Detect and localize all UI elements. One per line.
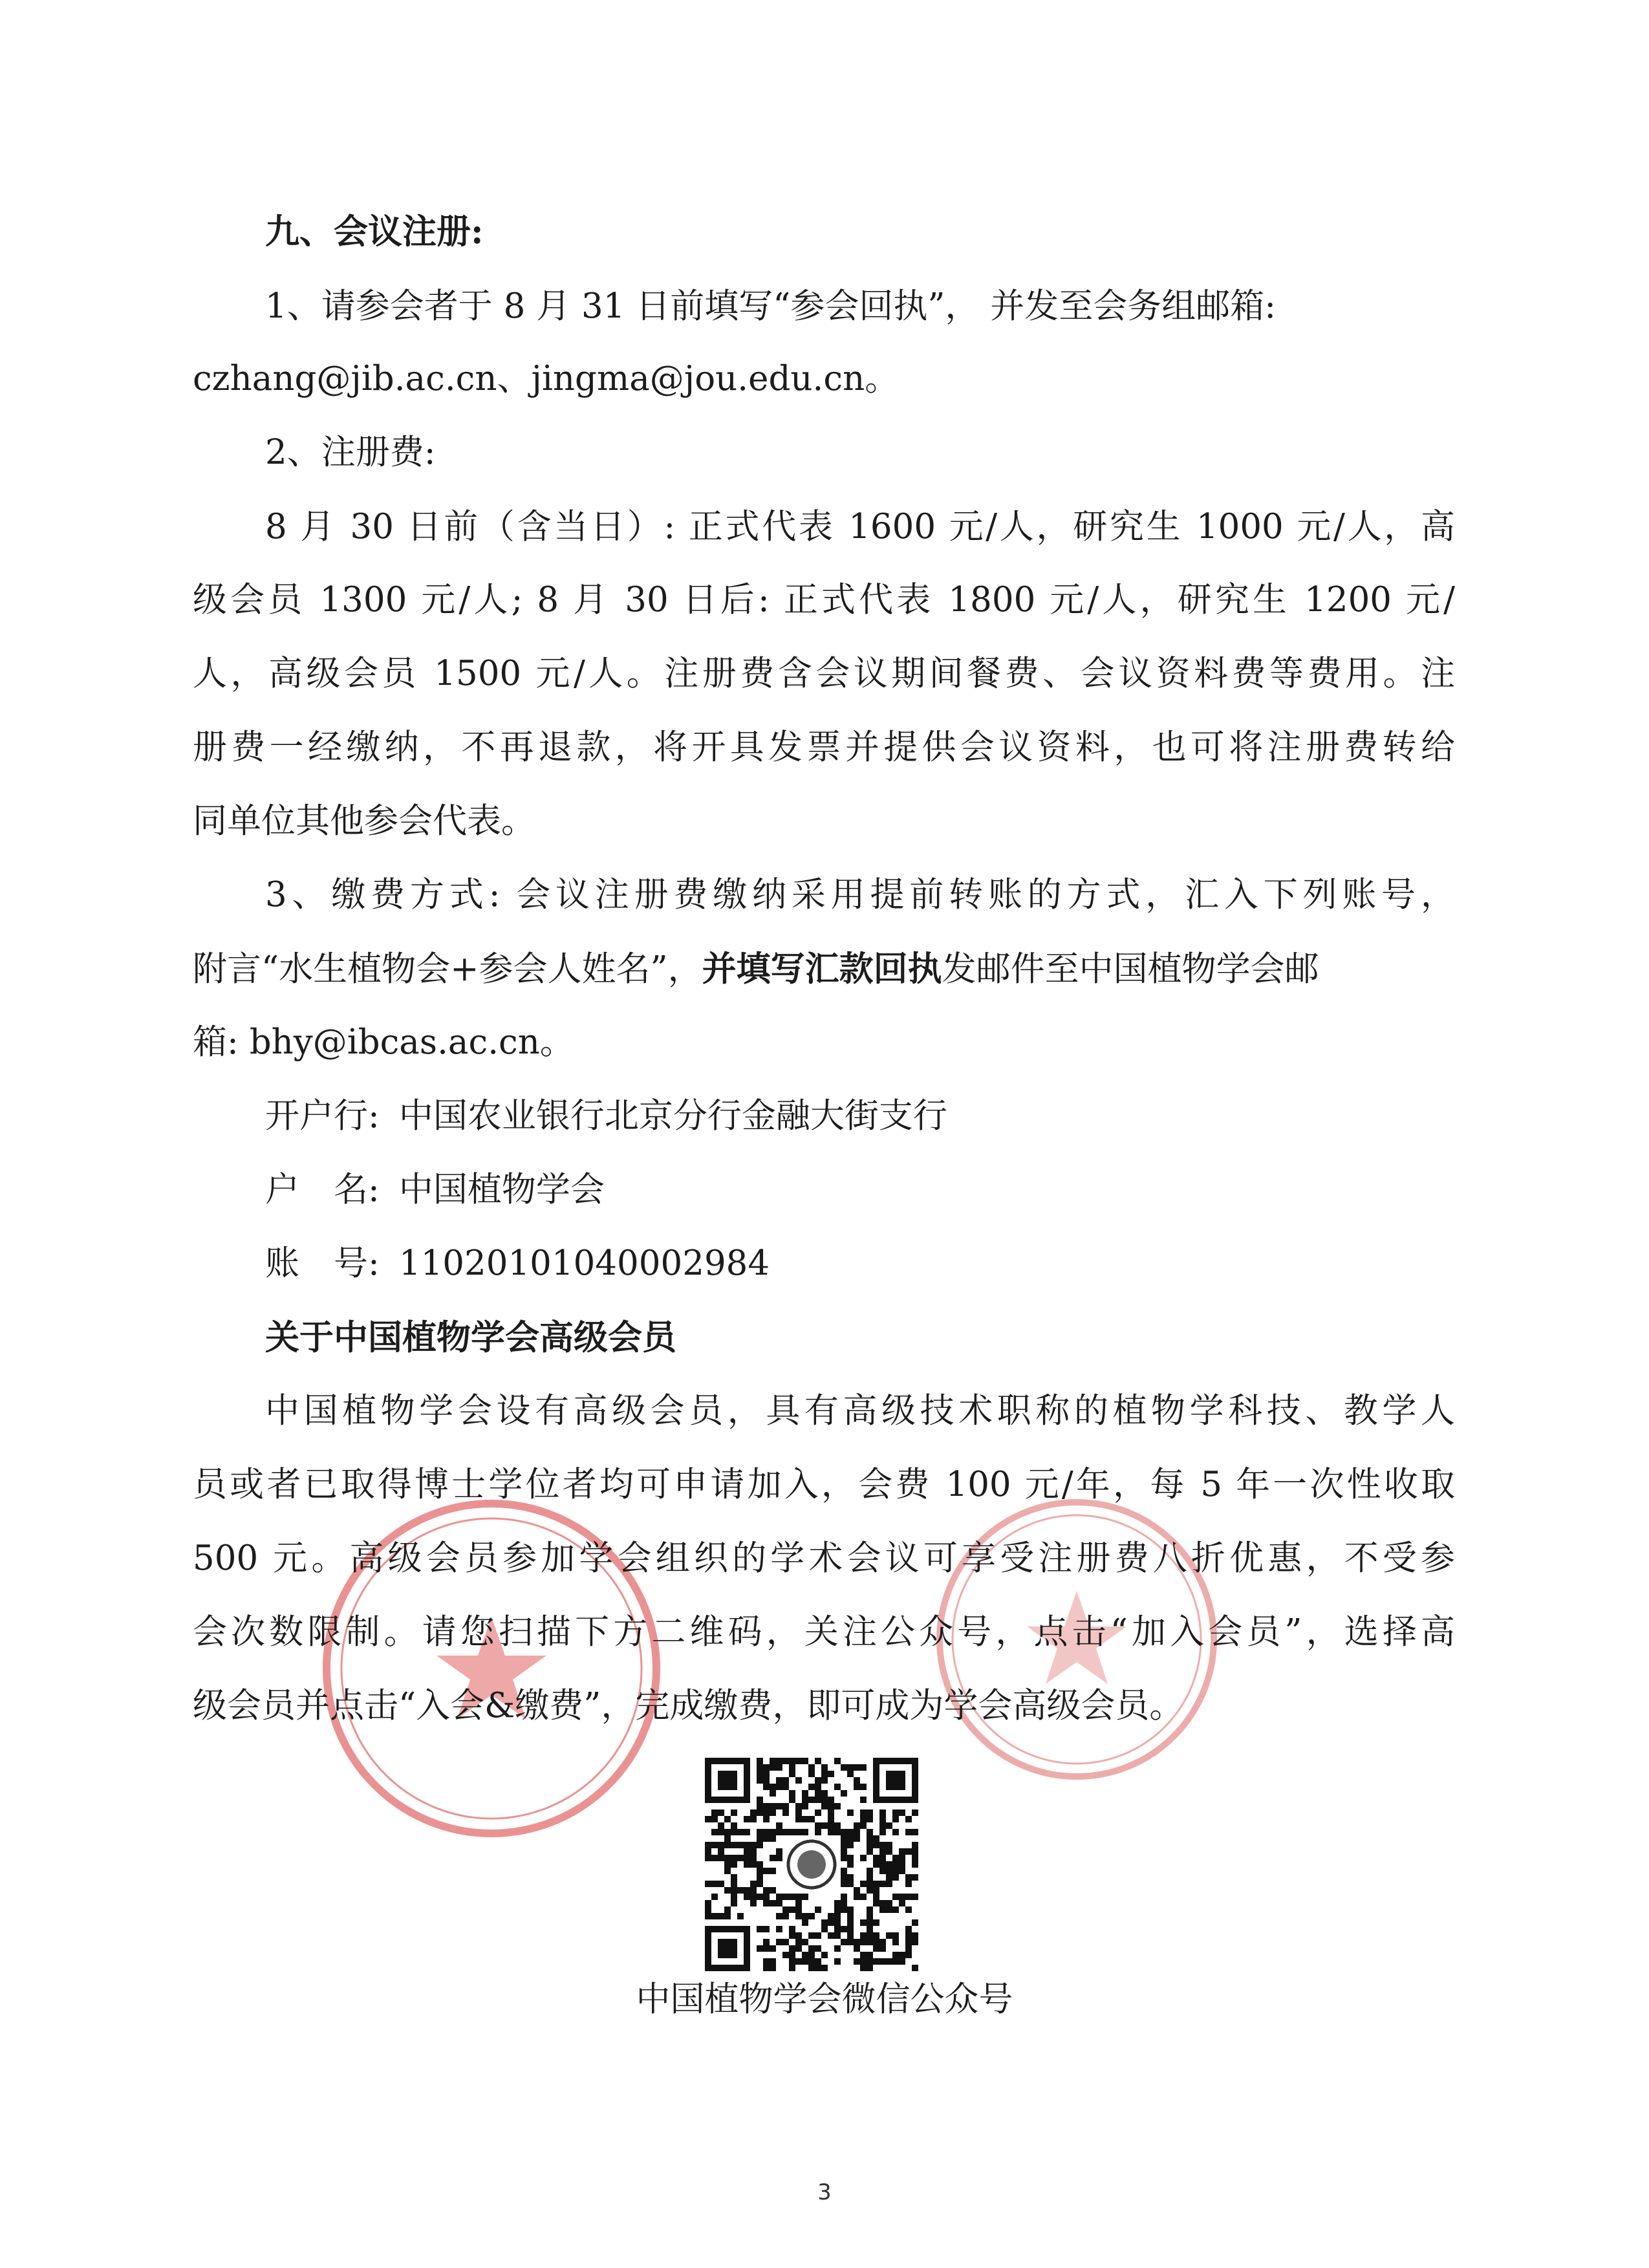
membership-line: 级会员并点击“入会&缴费”，完成缴费，即可成为学会高级会员。 <box>193 1686 1184 1725</box>
bank-row <box>265 1096 1455 1137</box>
item3-line3: 箱: bhy@ibcas.ac.cn。 <box>193 1022 574 1062</box>
item2-line: 同单位其他参会代表。 <box>193 801 535 841</box>
bank-value: 中国农业银行北京分行金融大街支行 <box>398 1096 947 1136</box>
item2-title: 2、注册费: <box>265 433 436 472</box>
item1-line1: 1、请参会者于 8 月 31 日前填写“参会回执”， 并发至会务组邮箱: <box>265 286 1277 326</box>
section-title: 九、会议注册: <box>265 211 484 252</box>
item2-line: 册费一经缴纳，不再退款，将开具发票并提供会议资料，也可将注册费转给 <box>193 728 1455 767</box>
item2-line: 人，高级会员 1500 元/人。注册费含会议期间餐费、会议资料费等费用。注 <box>193 654 1455 693</box>
qr-caption: 中国植物学会微信公众号 <box>636 1980 1013 2019</box>
account-number-value: 11020101040002984 <box>398 1244 770 1283</box>
item3-line2 <box>193 948 1455 990</box>
membership-line: 500 元。高级会员参加学会组织的学术会议可享受注册费八折优惠，不受参 <box>193 1539 1455 1578</box>
account-number-row <box>265 1243 1455 1284</box>
item2-line: 级会员 1300 元/人; 8 月 30 日后: 正式代表 1800 元/人，研究生 1200 元/ <box>193 580 1455 620</box>
bank-label: 开户行: <box>265 1096 380 1136</box>
account-name-value: 中国植物学会 <box>398 1170 605 1209</box>
item3-bold-instruction: 并填写汇款回执 <box>702 949 942 989</box>
account-number-label: 账 号: <box>265 1244 380 1283</box>
page-number: 3 <box>817 2179 832 2205</box>
membership-line: 中国植物学会设有高级会员，具有高级技术职称的植物学科技、教学人 <box>265 1391 1455 1431</box>
item2-line: 8 月 30 日前（含当日）: 正式代表 1600 元/人，研究生 1000 元/人，高 <box>265 507 1455 546</box>
account-name-row <box>265 1169 1455 1211</box>
membership-line: 员或者已取得博士学位者均可申请加入，会费 100 元/年，每 5 年一次性收取 <box>193 1465 1455 1504</box>
item3-note: 附言“水生植物会+参会人姓名”， <box>193 949 702 989</box>
item1-emails: czhang@jib.ac.cn、jingma@jou.edu.cn。 <box>193 359 900 398</box>
membership-line: 会次数限制。请您扫描下方二维码，关注公众号，点击“加入会员”，选择高 <box>193 1612 1455 1652</box>
wechat-qr-code[interactable] <box>705 1758 918 1971</box>
item3-line1: 3、缴费方式: 会议注册费缴纳采用提前转账的方式，汇入下列账号， <box>265 875 1455 914</box>
membership-title: 关于中国植物学会高级会员 <box>265 1317 676 1357</box>
account-name-label: 户 名: <box>265 1170 380 1209</box>
item3-note-end: 发邮件至中国植物学会邮 <box>942 949 1319 989</box>
